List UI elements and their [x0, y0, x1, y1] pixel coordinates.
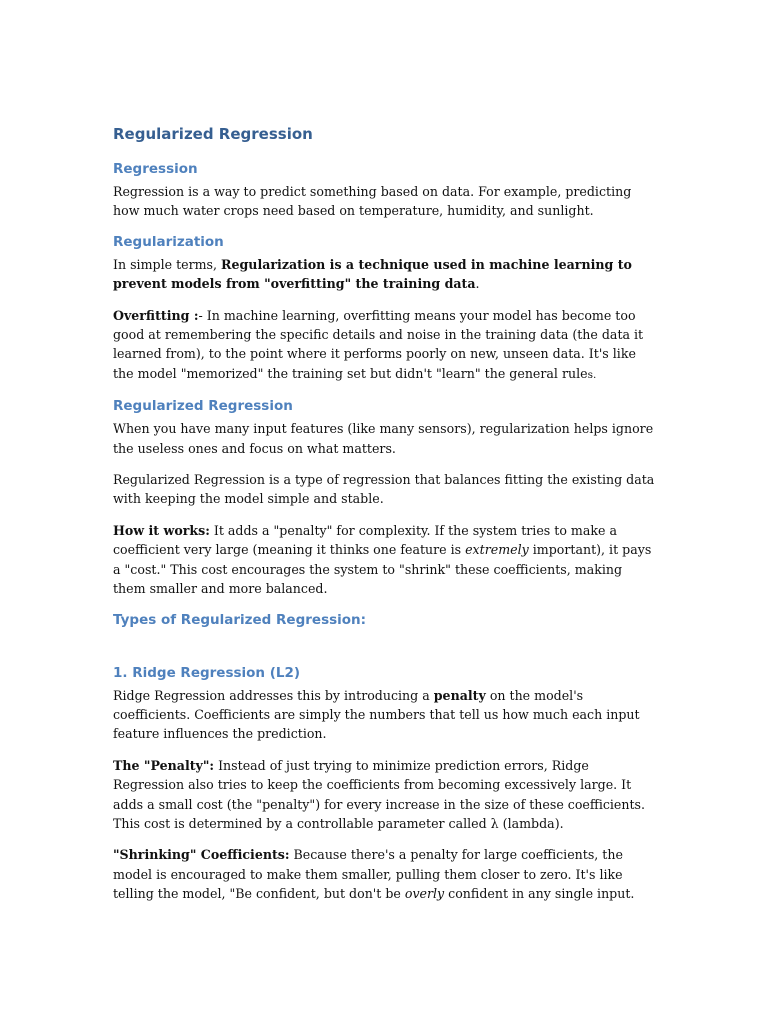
intro-prefix: In simple terms, [113, 256, 222, 272]
paragraph-ridge-1 [113, 686, 658, 744]
heading-regularized-regression: Regularized Regression [113, 398, 293, 415]
paragraph-regularized-2: Regularized Regression is a type of regression that balances fitting the existing data with keeping the model simple and stable. [113, 472, 655, 507]
paragraph-regularization-intro [113, 255, 658, 294]
penalty-body: Instead of just trying to minimize prediction errors, Ridge Regression also tries to keep the coefficients from becoming excessively large. It adds a small cost (the "penalty") for every increase in the size of these coefficients. This cost is determined by a controllable parameter called λ (lambda). [113, 757, 646, 831]
document-title: Regularized Regression [113, 125, 313, 143]
how-body-2: important), it pays a "cost." This cost encourages the system to "shrink" these coefficients, making them smaller and more balanced. [113, 542, 652, 597]
shrink-italic: overly [404, 886, 445, 902]
overfitting-body: - In machine learning, overfitting means your model has become too good at remembering the specific details and noise in the training data (the data it learned from), to the point where it performs poorly on new, unseen data. It's like the model "memorized" the training set but didn't "learn" the general rule [113, 307, 644, 381]
paragraph-how-it-works [113, 521, 658, 599]
paragraph-penalty [113, 756, 658, 834]
paragraph-regression: Regression is a way to predict something based on data. For example, predicting how much water crops need based on temperature, humidity, and sunlight. [113, 184, 632, 219]
heading-regression: Regression [113, 161, 198, 177]
ridge-p1-suffix: on the model's coefficients. Coefficients are simply the numbers that tell us how much each input feature influences the prediction. [113, 687, 640, 742]
heading-types: Types of Regularized Regression: [113, 611, 367, 628]
shrink-body-1: Because there's a penalty for large coefficients, the model is encouraged to make them smaller, pulling them closer to zero. It's like telling the model, "Be confident, but don't be [113, 847, 623, 902]
shrink-label: "Shrinking" Coefficients: [113, 847, 290, 863]
how-label: How it works: [113, 522, 210, 538]
intro-suffix: . [475, 276, 480, 292]
ridge-p1-bold: penalty [433, 687, 486, 703]
how-body-1: It adds a "penalty" for complexity. If the system tries to make a coefficient very large (meaning it thinks one feature is [113, 522, 617, 558]
heading-regularization: Regularization [113, 233, 224, 250]
paragraph-regularized-1: When you have many input features (like many sensors), regularization helps ignore the useless ones and focus on what matters. [113, 421, 654, 456]
paragraph-overfitting [113, 306, 658, 386]
overfitting-label: Overfitting : [113, 307, 199, 323]
intro-bold: Regularization is a technique used in machine learning to prevent models from "overfitting" the training data [113, 256, 632, 292]
how-italic: extremely [465, 542, 529, 558]
heading-ridge: 1. Ridge Regression (L2) [113, 664, 301, 681]
overfitting-tail: s. [587, 368, 597, 381]
document-page [113, 124, 658, 916]
paragraph-shrinking [113, 845, 658, 903]
ridge-p1-prefix: Ridge Regression addresses this by introducing a [113, 687, 434, 703]
shrink-body-2: confident in any single input. [444, 886, 635, 902]
penalty-label: The "Penalty": [113, 757, 215, 773]
